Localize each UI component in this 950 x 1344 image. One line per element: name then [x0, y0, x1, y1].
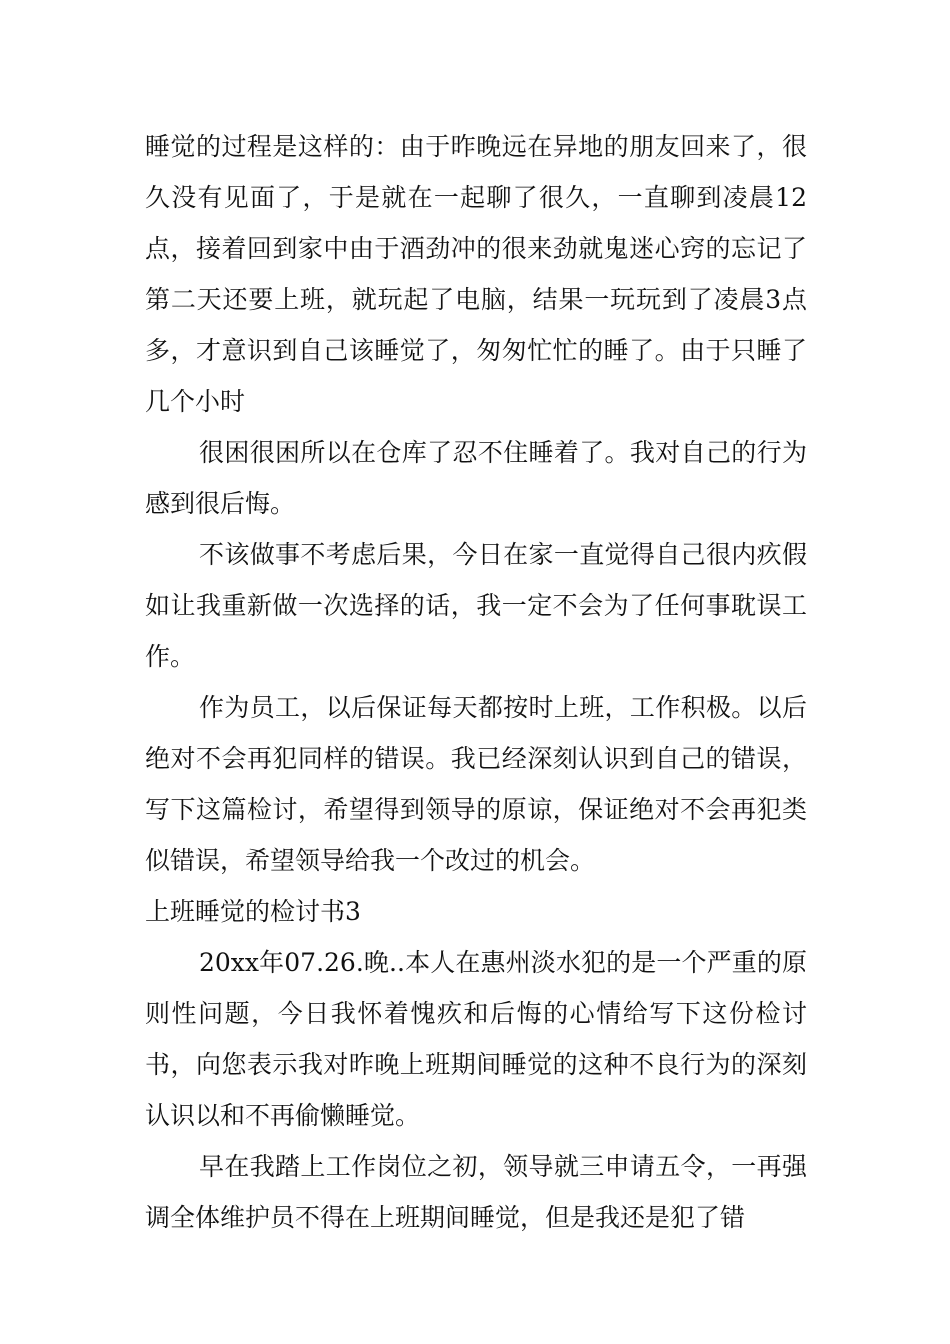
- paragraph-2: 很困很困所以在仓库了忍不住睡着了。我对自己的行为感到很后悔。: [145, 438, 807, 518]
- paragraph-1: 睡觉的过程是这样的：由于昨晚远在异地的朋友回来了，很久没有见面了，于是就在一起聊了很久，一直聊到凌晨12点，接着回到家中由于酒劲冲的很来劲就鬼迷心窍的忘记了第二天还要上班，就玩起了电脑，结果一玩玩到了凌晨3点多，才意识到自己该睡觉了，匆匆忙忙的睡了。由于只睡了几个小时: [145, 132, 807, 416]
- document-page: [145, 121, 807, 1243]
- paragraph-4: 作为员工，以后保证每天都按时上班，工作积极。以后绝对不会再犯同样的错误。我已经深刻认识到自己的错误，写下这篇检讨，希望得到领导的原谅，保证绝对不会再犯类似错误，希望领导给我一个改过的机会。: [145, 693, 807, 875]
- paragraph-5: 20xx年07.26.晚..本人在惠州淡水犯的是一个严重的原则性问题，今日我怀着愧疚和后悔的心情给写下这份检讨书，向您表示我对昨晚上班期间睡觉的这种不良行为的深刻认识以和不再偷懒睡觉。: [145, 948, 807, 1130]
- section-heading: 上班睡觉的检讨书3: [145, 897, 361, 926]
- paragraph-6: 早在我踏上工作岗位之初，领导就三申请五令，一再强调全体维护员不得在上班期间睡觉，但是我还是犯了错: [145, 1152, 807, 1232]
- paragraph-3: 不该做事不考虑后果，今日在家一直觉得自己很内疚假如让我重新做一次选择的话，我一定不会为了任何事耽误工作。: [145, 540, 807, 671]
